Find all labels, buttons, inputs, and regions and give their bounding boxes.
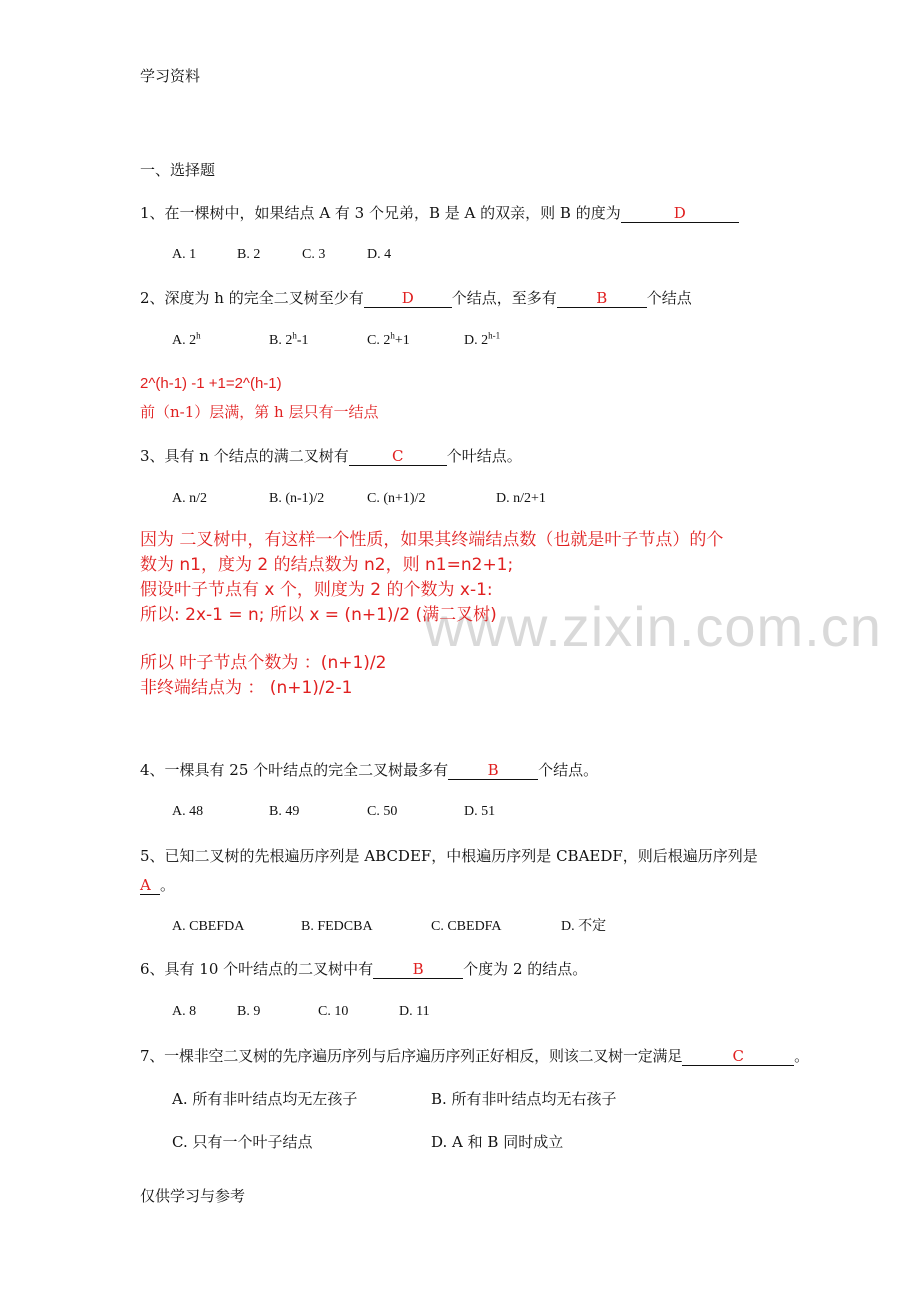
q2-note-2: 前（n-1）层满，第 h 层只有一结点 xyxy=(140,403,379,421)
question-5-answer-line: A 。 xyxy=(140,876,176,894)
q1-option-b: B. 2 xyxy=(237,247,261,262)
q3-note-2: 数为 n1，度为 2 的结点数为 n2，则 n1=n2+1; xyxy=(140,555,514,575)
question-3 xyxy=(140,446,522,466)
q4-option-b: B. 49 xyxy=(269,804,300,819)
q3-option-a: A. n/2 xyxy=(172,491,207,506)
question-7-answer: C xyxy=(682,1048,794,1066)
question-6-answer: B xyxy=(373,961,463,979)
question-1-text: 1、在一棵树中，如果结点 A 有 3 个兄弟，B 是 A 的双亲，则 B 的度为 xyxy=(140,204,621,222)
question-7 xyxy=(140,1046,809,1066)
question-1-answer: D xyxy=(621,205,739,223)
q5-option-a: A. CBEFDA xyxy=(172,919,245,934)
question-2-text-b: 个结点，至多有 xyxy=(451,289,557,307)
question-1 xyxy=(140,203,739,223)
q6-option-d: D. 11 xyxy=(399,1004,430,1019)
q3-note-3: 假设叶子节点有 x 个，则度为 2 的个数为 x-1: xyxy=(140,580,493,600)
q3-note-4: 所以: 2x-1 = n; 所以 x = (n+1)/2 (满二叉树) xyxy=(140,605,497,625)
question-3-text-a: 3、具有 n 个结点的满二叉树有 xyxy=(140,447,349,465)
q6-option-c: C. 10 xyxy=(318,1004,349,1019)
q3-note-5: 所以 叶子节点个数为 ：(n+1)/2 xyxy=(140,653,387,673)
q1-option-a: A. 1 xyxy=(172,247,197,262)
question-4-answer: B xyxy=(448,762,538,780)
q2-option-c: C. $2^h+1$ xyxy=(367,330,410,348)
q1-option-d: D. 4 xyxy=(367,247,392,262)
q6-option-a: A. 8 xyxy=(172,1004,197,1019)
question-4-text-a: 4、一棵具有 25 个叶结点的完全二叉树最多有 xyxy=(140,761,449,779)
q4-option-c: C. 50 xyxy=(367,804,398,819)
q7-option-a: A. 所有非叶结点均无左孩子 xyxy=(172,1090,358,1108)
q3-option-c: C. (n+1)/2 xyxy=(367,491,426,506)
q5-option-b: B. FEDCBA xyxy=(301,919,373,934)
question-4-text-b: 个结点。 xyxy=(538,761,599,779)
q1-option-c: C. 3 xyxy=(302,247,326,262)
question-6 xyxy=(140,959,587,979)
q2-option-a: A. 2$^h$ xyxy=(172,330,201,348)
question-7-text-a: 7、一棵非空二叉树的先序遍历序列与后序遍历序列正好相反，则该二叉树一定满足 xyxy=(140,1047,683,1065)
q2-option-b: B. 2$^h$-1 xyxy=(269,330,309,348)
q4-option-d: D. 51 xyxy=(464,804,496,819)
question-5-answer: A xyxy=(140,877,160,895)
question-3-text-b: 个叶结点。 xyxy=(446,447,522,465)
question-2-answer-b: B xyxy=(557,290,647,308)
question-3-answer: C xyxy=(349,448,447,466)
question-6-text-b: 个度为 2 的结点。 xyxy=(463,960,588,978)
q2-note-1: 2^(h-1) -1 +1=2^(h-1) xyxy=(140,375,282,392)
question-2-text-c: 个结点 xyxy=(646,289,692,307)
q3-option-b: B. (n-1)/2 xyxy=(269,491,325,506)
question-4 xyxy=(140,760,598,780)
q5-option-d: D. 不定 xyxy=(561,919,607,934)
q7-option-b: B. 所有非叶结点均无右孩子 xyxy=(431,1090,617,1108)
page-footer: 仅供学习与参考 xyxy=(140,1187,246,1205)
q7-option-c: C. 只有一个叶子结点 xyxy=(172,1133,313,1151)
q7-option-d: D. A 和 B 同时成立 xyxy=(431,1133,564,1151)
section-title: 一、选择题 xyxy=(140,161,216,179)
q5-option-c: C. CBEDFA xyxy=(431,919,502,934)
q6-option-b: B. 9 xyxy=(237,1004,261,1019)
q3-note-1: 因为 二叉树中，有这样一个性质，如果其终端结点数（也就是叶子节点）的个 xyxy=(140,530,724,550)
question-7-text-b: 。 xyxy=(794,1047,809,1065)
q2-option-d: D. 2$^{h-1}$ xyxy=(464,330,501,348)
question-2 xyxy=(140,288,692,308)
watermark: www.zixin.com.cn xyxy=(424,595,882,658)
question-6-text-a: 6、具有 10 个叶结点的二叉树中有 xyxy=(140,960,374,978)
page-header: 学习资料 xyxy=(140,67,201,85)
question-5-text: 5、已知二叉树的先根遍历序列是 ABCDEF，中根遍历序列是 CBAEDF，则后根遍历序列是 xyxy=(140,847,758,865)
q4-option-a: A. 48 xyxy=(172,804,204,819)
question-2-text-a: 2、深度为 h 的完全二叉树至少有 xyxy=(140,289,364,307)
question-2-answer-a: D xyxy=(364,290,452,308)
q3-note-6: 非终端结点为 ： (n+1)/2-1 xyxy=(140,678,353,698)
q3-option-d: D. n/2+1 xyxy=(496,491,546,506)
